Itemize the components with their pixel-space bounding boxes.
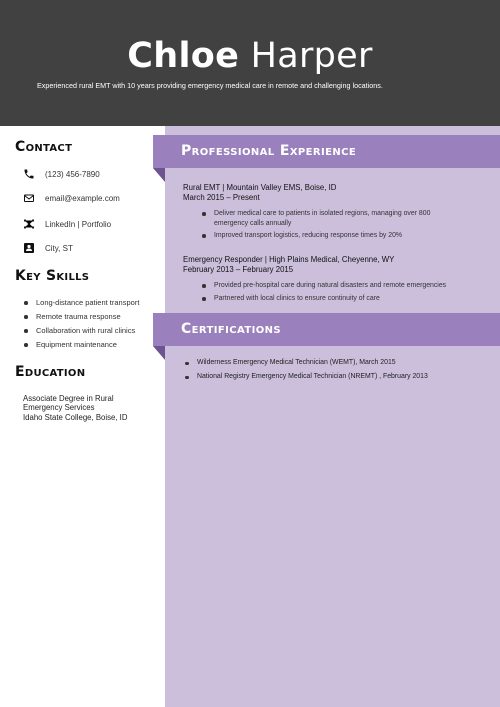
skills-heading: Key Skills (15, 268, 90, 284)
first-name: Chloe (127, 36, 240, 76)
envelope-icon (22, 191, 36, 205)
job-bullet: Provided pre-hospital care during natural disasters and remote emergencies (214, 281, 474, 291)
job-dates: February 2013 – February 2015 (183, 265, 294, 274)
contact-links-row (22, 217, 112, 231)
skill-item: Remote trauma response (36, 312, 121, 321)
summary-text: Experienced rural EMT with 10 years providing emergency medical care in remote and challenging locations. (37, 81, 383, 90)
education-heading: Education (15, 364, 86, 380)
degree-line: Associate Degree in Rural (23, 394, 114, 403)
phone-text: (123) 456-7890 (45, 169, 100, 179)
contact-card-icon (22, 241, 36, 255)
experience-heading: Professional Experience (181, 143, 357, 159)
job-title-line: Rural EMT | Mountain Valley EMS, Boise, ID (183, 183, 337, 192)
contact-location-row (22, 241, 73, 255)
last-name: Harper (250, 36, 373, 76)
phone-icon (22, 167, 36, 181)
contact-phone-row (22, 167, 100, 181)
certification-item: Wilderness Emergency Medical Technician (WEMT), March 2015 (197, 359, 396, 366)
job-bullet: Improved transport logistics, reducing response times by 20% (214, 231, 464, 241)
header-banner (0, 0, 500, 126)
skill-item: Collaboration with rural clinics (36, 326, 136, 335)
links-text[interactable]: LinkedIn | Portfolio (45, 219, 112, 229)
certification-item: National Registry Emergency Medical Technician (NREMT) , February 2013 (197, 373, 428, 380)
certifications-ribbon-fold (153, 346, 165, 360)
skill-item: Long-distance patient transport (36, 298, 140, 307)
candidate-name (0, 36, 500, 76)
job-dates: March 2015 – Present (183, 193, 260, 202)
school-line: Idaho State College, Boise, ID (23, 413, 128, 422)
degree-line: Emergency Services (23, 403, 95, 412)
certifications-heading: Certifications (181, 321, 281, 337)
skill-item: Equipment maintenance (36, 340, 117, 349)
contact-heading: Contact (15, 139, 73, 155)
contact-email-row (22, 191, 120, 205)
location-text: City, ST (45, 243, 73, 253)
experience-ribbon-fold (153, 168, 165, 182)
job-bullet: Partnered with local clinics to ensure continuity of care (214, 294, 474, 304)
job-bullet: Deliver medical care to patients in isolated regions, managing over 800 emergency calls annually (214, 209, 464, 228)
job-title-line: Emergency Responder | High Plains Medical, Cheyenne, WY (183, 255, 395, 264)
email-link[interactable]: email@example.com (45, 193, 120, 203)
network-icon (22, 217, 36, 231)
